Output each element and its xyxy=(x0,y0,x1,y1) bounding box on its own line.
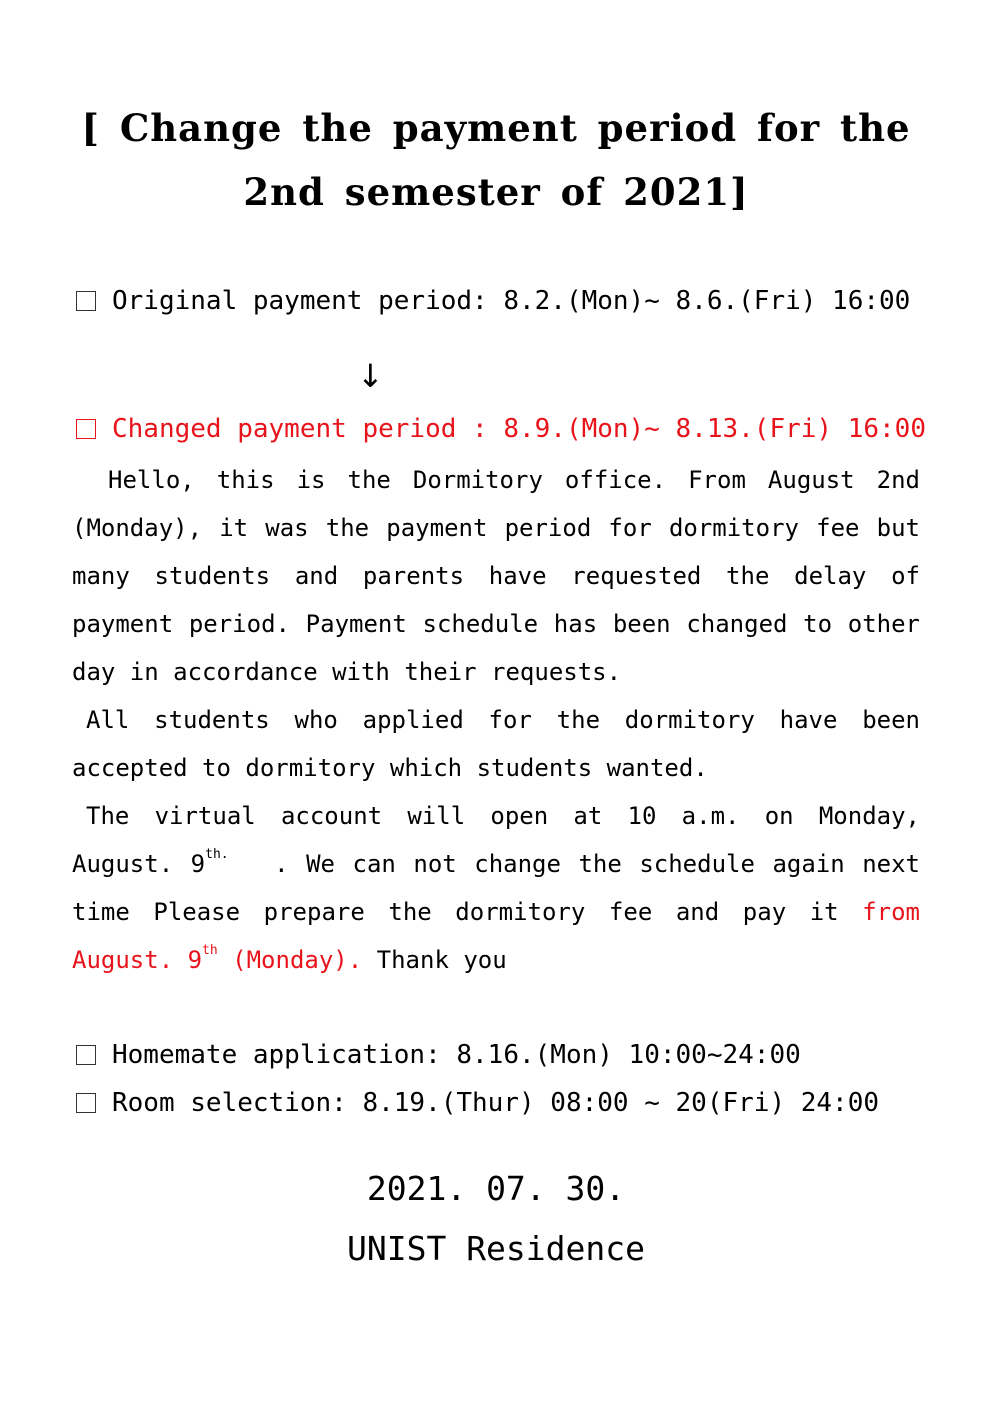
checkbox-icon xyxy=(76,1093,96,1113)
highlight-monday: (Monday). xyxy=(217,946,363,974)
title-line-1: [ Change the payment period for the xyxy=(81,106,911,150)
homemate-text: Homemate application: 8.16.(Mon) 10:00~24:00 xyxy=(112,1040,801,1070)
room-selection-text: Room selection: 8.19.(Thur) 08:00 ~ 20(Fri) 24:00 xyxy=(112,1088,880,1118)
changed-period-text: Changed payment period : 8.9.(Mon)~ 8.13.(Fri) 16:00 xyxy=(112,414,926,444)
organization-name: UNIST Residence xyxy=(346,1229,645,1268)
body-paragraph-1 xyxy=(72,456,920,696)
original-period-item xyxy=(72,284,910,318)
notice-date: 2021. 07. 30. xyxy=(366,1169,626,1208)
body-paragraph-2-text: All students who applied for the dormitory have been accepted to dormitory which students wanted. xyxy=(72,706,920,782)
highlight-superscript-th: th xyxy=(202,943,218,958)
notice-body xyxy=(72,456,920,984)
checkbox-icon xyxy=(76,419,96,439)
body-paragraph-3 xyxy=(72,792,920,984)
checkbox-icon xyxy=(76,1045,96,1065)
highlight-from-date: from August. 9 xyxy=(72,898,920,974)
body-paragraph-2 xyxy=(72,696,920,792)
body-paragraph-3-text-b: . We can not change the schedule again next time Please prepare the dormitory fee and pay it xyxy=(72,850,921,926)
down-arrow-icon: ↓ xyxy=(357,357,384,395)
changed-period-item xyxy=(72,412,926,446)
title-line-2: 2nd semester of 2021] xyxy=(243,170,749,214)
room-selection-item xyxy=(72,1086,879,1120)
superscript-th: th. xyxy=(205,847,229,862)
thank-you-text: Thank you xyxy=(362,946,507,974)
checkbox-icon xyxy=(76,291,96,311)
body-paragraph-1-text: Hello, this is the Dormitory office. From August 2nd (Monday), it was the payment period for dormitory fee but many students and parents have requested the delay of payment period. Payment schedule has been changed to other day in accordance with their requests. xyxy=(72,466,920,686)
body-paragraph-3-text-a: The virtual account will open at 10 a.m. on Monday, August. 9 xyxy=(72,802,920,878)
original-period-text: Original payment period: 8.2.(Mon)~ 8.6.(Fri) 16:00 xyxy=(112,286,911,316)
notice-title xyxy=(0,96,992,224)
homemate-item xyxy=(72,1038,801,1072)
